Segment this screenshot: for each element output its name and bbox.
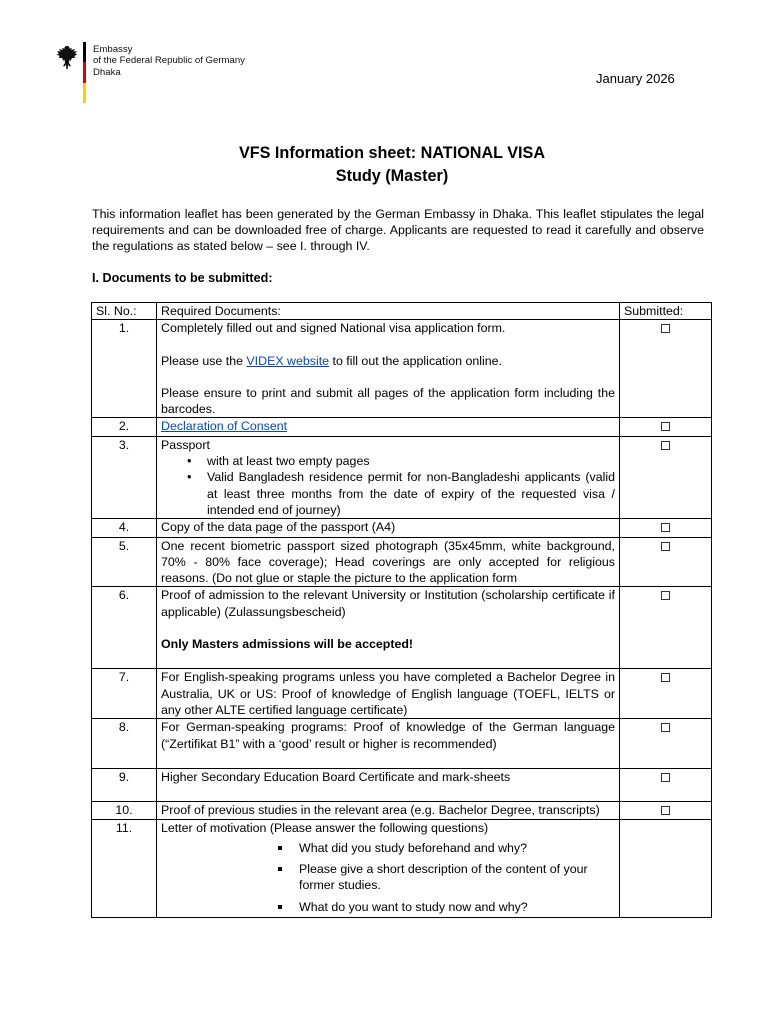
row-number: 11. — [92, 820, 157, 917]
row-document: Passport • with at least two empty pages • Valid Bangladesh residence permit for non-Bangladeshi applicants (valid at least three months from the date of expiry of the requested visa / intended end of journey) — [157, 436, 620, 518]
row-document: One recent biometric passport sized photograph (35x45mm, white background, 70% - 80% face coverage); Head coverings are only accepted for religious reasons. (Do not glue or staple the picture to the application form — [157, 537, 620, 587]
list-item: What did you study beforehand and why? — [161, 840, 615, 856]
row-submitted-cell — [620, 320, 712, 418]
federal-eagle-icon — [56, 45, 78, 71]
submitted-checkbox[interactable] — [661, 542, 670, 551]
row-number: 9. — [92, 768, 157, 801]
row-number: 8. — [92, 719, 157, 769]
motivation-questions-list — [161, 840, 615, 915]
list-item: Please give a short description of the content of your former studies. — [161, 861, 615, 894]
submitted-checkbox[interactable] — [661, 673, 670, 682]
header-sl-no: Sl. No.: — [92, 303, 157, 320]
table-row — [92, 537, 712, 587]
row-document: Completely filled out and signed National visa application form. Please use the VIDEX website to fill out the application online. Please ensure to print and submit all pages of the application form including the barcodes. — [157, 320, 620, 418]
table-row — [92, 320, 712, 418]
submitted-checkbox[interactable] — [661, 422, 670, 431]
row-document: Letter of motivation (Please answer the following questions) What did you study beforehand and why? Please give a short description of the content of your former studies. What do you want to study now and why? — [157, 820, 620, 917]
row-submitted-cell — [620, 436, 712, 518]
intro-paragraph: This information leaflet has been generated by the German Embassy in Dhaka. This leaflet stipulates the legal requirements and can be downloaded free of charge. Applicants are requested to read it carefully and observe the regulations as stated below – see I. through IV. — [92, 207, 704, 253]
submitted-checkbox[interactable] — [661, 441, 670, 450]
table-header-row — [92, 303, 712, 320]
german-flag-bar — [83, 42, 86, 103]
row-number: 2. — [92, 418, 157, 436]
submitted-checkbox[interactable] — [661, 773, 670, 782]
row-document: Higher Secondary Education Board Certificate and mark-sheets — [157, 768, 620, 801]
header-submitted: Submitted: — [620, 303, 712, 320]
row-submitted-cell — [620, 669, 712, 719]
submitted-checkbox[interactable] — [661, 324, 670, 333]
embassy-name: Embassy of the Federal Republic of Germany Dhaka — [93, 44, 245, 78]
row-number: 7. — [92, 669, 157, 719]
row-submitted-cell — [620, 802, 712, 820]
documents-table — [91, 302, 712, 918]
section-heading: I. Documents to be submitted: — [92, 271, 273, 285]
document-date: January 2026 — [596, 71, 675, 86]
row-number: 1. — [92, 320, 157, 418]
row-document: For German-speaking programs: Proof of knowledge of the German language (“Zertifikat B1” with a ‘good’ result or higher is recommended) — [157, 719, 620, 769]
submitted-checkbox[interactable] — [661, 723, 670, 732]
title-line-1: VFS Information sheet: NATIONAL VISA — [238, 144, 546, 162]
header-required-documents: Required Documents: — [157, 303, 620, 320]
row-submitted-cell — [620, 719, 712, 769]
submitted-checkbox[interactable] — [661, 523, 670, 532]
row-number: 3. — [92, 436, 157, 518]
videx-website-link[interactable]: VIDEX website — [246, 353, 330, 368]
table-row — [92, 587, 712, 669]
embassy-header — [56, 42, 256, 104]
table-row — [92, 519, 712, 537]
row-document: Proof of admission to the relevant University or Institution (scholarship certificate if applicable) (Zulassungsbescheid) Only Masters admissions will be accepted! — [157, 587, 620, 669]
row-submitted-cell — [620, 418, 712, 436]
row-submitted-cell — [620, 820, 712, 917]
declaration-of-consent-link[interactable]: Declaration of Consent — [161, 419, 288, 434]
document-title — [92, 142, 692, 188]
table-row — [92, 719, 712, 769]
table-row — [92, 436, 712, 518]
row-submitted-cell — [620, 768, 712, 801]
row-document: Copy of the data page of the passport (A4) — [157, 519, 620, 537]
table-row — [92, 802, 712, 820]
list-item: What do you want to study now and why? — [161, 899, 615, 915]
row-number: 4. — [92, 519, 157, 537]
row-number: 5. — [92, 537, 157, 587]
submitted-checkbox[interactable] — [661, 591, 670, 600]
title-line-2: Study (Master) — [335, 167, 449, 185]
row-submitted-cell — [620, 537, 712, 587]
list-item: • Valid Bangladesh residence permit for non-Bangladeshi applicants (valid at least three months from the date of expiry of the requested visa / intended end of journey) — [161, 469, 615, 518]
row-document: Proof of previous studies in the relevant area (e.g. Bachelor Degree, transcripts) — [157, 802, 620, 820]
row-document — [157, 418, 620, 436]
table-row — [92, 418, 712, 436]
passport-requirements-list — [161, 453, 615, 518]
submitted-checkbox[interactable] — [661, 806, 670, 815]
masters-only-notice: Only Masters admissions will be accepted! — [161, 637, 414, 652]
row-document: For English-speaking programs unless you have completed a Bachelor Degree in Australia, UK or US: Proof of knowledge of English language (TOEFL, IELTS or any other ALTE certified language certificate) — [157, 669, 620, 719]
table-row — [92, 669, 712, 719]
row-number: 6. — [92, 587, 157, 669]
list-item: • with at least two empty pages — [161, 453, 615, 469]
table-row — [92, 768, 712, 801]
row-submitted-cell — [620, 519, 712, 537]
table-row — [92, 820, 712, 917]
row-submitted-cell — [620, 587, 712, 669]
row-number: 10. — [92, 802, 157, 820]
